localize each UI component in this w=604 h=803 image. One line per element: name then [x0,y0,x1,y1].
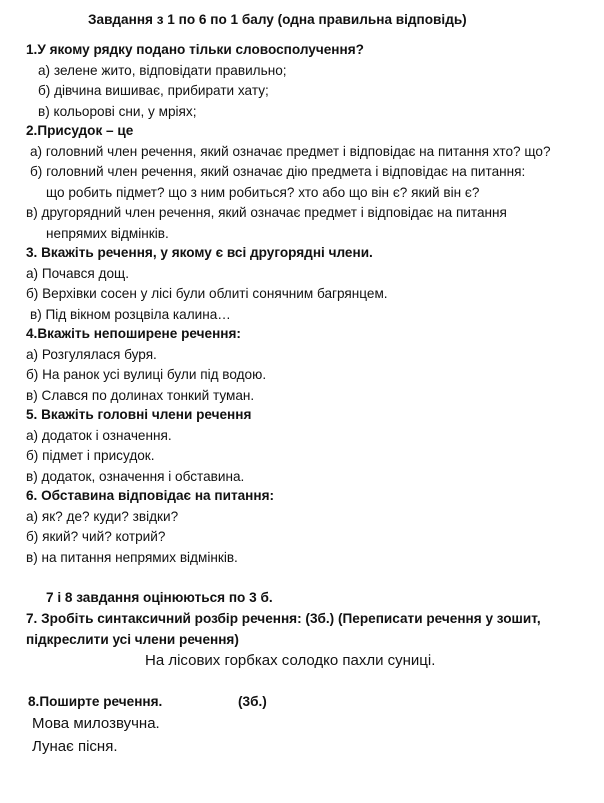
question-6-title: 6. Обставина відповідає на питання: [26,488,275,503]
question-2 [0,121,604,244]
question-1-option-b: б) дівчина вишиває, прибирати хату; [38,83,269,98]
question-1 [0,40,604,122]
worksheet-header: Завдання з 1 по 6 по 1 балу (одна правильна відповідь) [88,12,467,27]
question-1-option-a: а) зелене жито, відповідати правильно; [38,62,287,78]
question-2-option-c-line2: непрямих відмінків. [46,225,169,241]
question-5-option-b: б) підмет і присудок. [26,448,155,463]
question-4-option-c: в) Слався по долинах тонкий туман. [26,387,255,403]
question-4-option-a: а) Розгулялася буря. [26,346,157,362]
question-3-option-a: а) Почався дощ. [26,265,129,281]
question-7-title-line1: 7. Зробіть синтаксичний розбір речення: (3б.) (Переписати речення у зошит, [26,611,541,626]
question-7-title-line2: підкреслити усі члени речення) [26,632,239,647]
question-8-points: (3б.) [238,694,267,709]
question-5 [0,405,604,487]
question-3-option-b: б) Верхівки сосен у лісі були облиті сонячним багрянцем. [26,286,388,301]
question-1-title: 1.У якому рядку подано тільки словосполучення? [26,42,364,57]
question-4-option-b: б) На ранок усі вулиці були під водою. [26,367,267,382]
question-5-option-c: в) додаток, означення і обставина. [26,468,245,484]
question-3 [0,243,604,325]
question-8-title: 8.Поширте речення. [28,694,163,709]
question-6-option-c: в) на питання непрямих відмінків. [26,549,238,565]
question-7-sentence: На лісових горбках солодко пахли суниці. [145,652,436,669]
question-3-option-c: в) Під вікном розцвіла калина… [30,306,231,322]
question-2-option-c-line1: в) другорядний член речення, який означає предмет і відповідає на питання [26,205,507,220]
question-3-title: 3. Вкажіть речення, у якому є всі другорядні члени. [26,245,373,260]
question-6-option-b: б) який? чий? котрий? [26,529,166,544]
question-2-title: 2.Присудок – це [26,123,134,138]
question-2-option-b-line2: що робить підмет? що з ним робиться? хто або що він є? який він є? [46,184,480,200]
question-6 [0,486,604,568]
section-2-heading: 7 і 8 завдання оцінюються по 3 б. [46,590,273,605]
question-5-title: 5. Вкажіть головні члени речення [26,407,252,422]
question-4 [0,324,604,406]
question-8-sentence-1: Мова милозвучна. [32,715,160,732]
question-2-option-b-line1: б) головний член речення, який означає дію предмета і відповідає на питання: [30,164,526,179]
question-1-option-c: в) кольорові сни, у мріях; [38,103,197,119]
question-2-option-a: а) головний член речення, який означає предмет і відповідає на питання хто? що? [30,143,551,159]
question-5-option-a: а) додаток і означення. [26,427,172,443]
question-8-sentence-2: Лунає пісня. [32,738,118,755]
question-6-option-a: а) як? де? куди? звідки? [26,508,179,524]
question-4-title: 4.Вкажіть непоширене речення: [26,326,241,341]
